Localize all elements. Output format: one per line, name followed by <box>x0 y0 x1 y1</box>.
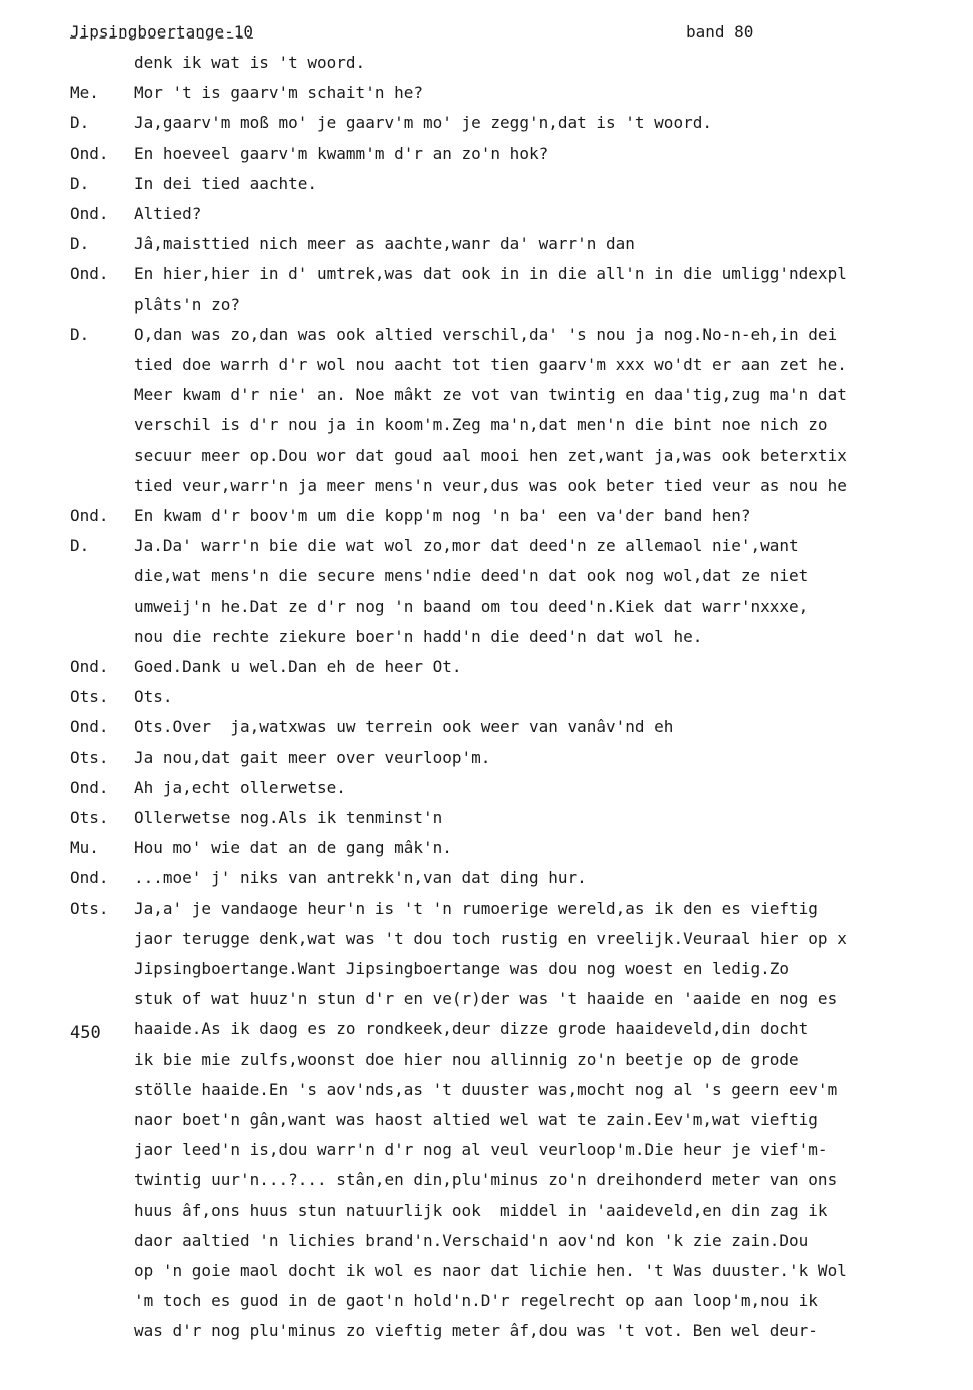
band-number: band 80 <box>686 22 754 41</box>
speaker-label: D. <box>70 324 90 344</box>
speaker-label: D. <box>70 173 90 193</box>
utterance-text: Ja,gaarv'm moß mo' je gaarv'm mo' je zegg'n,dat is 't woord. <box>134 113 712 133</box>
utterance-text: Ots.Over ja,watxwas uw terrein ook weer van vanâv'nd eh <box>134 717 674 737</box>
transcript-line <box>0 654 973 680</box>
utterance-text: daor aaltied 'n lichies brand'n.Verschaid'n aov'nd kon 'k zie zain.Dou <box>134 1230 809 1250</box>
transcript-line <box>0 1167 973 1193</box>
utterance-text: Ah ja,echt ollerwetse. <box>134 777 346 797</box>
transcript-line <box>0 1258 973 1284</box>
utterance-text: Ots. <box>134 687 173 707</box>
speaker-label: Ond. <box>70 264 109 284</box>
transcript-line <box>0 926 973 952</box>
utterance-text: stuk of wat huuz'n stun d'r en ve(r)der was 't haaide en 'aaide en nog es <box>134 989 838 1009</box>
transcript-line <box>0 896 973 922</box>
transcript-line <box>0 80 973 106</box>
utterance-text: ik bie mie zulfs,woonst doe hier nou allinnig zo'n beetje op de grode <box>134 1049 799 1069</box>
utterance-text: Ja.Da' warr'n bie die wat wol zo,mor dat deed'n ze allemaol nie',want <box>134 536 799 556</box>
transcript-line <box>0 1047 973 1073</box>
utterance-text: Ja,a' je vandaoge heur'n is 't 'n rumoerige wereld,as ik den es vieftig <box>134 898 818 918</box>
utterance-text: plâts'n zo? <box>134 294 240 314</box>
utterance-text: Ollerwetse nog.Als ik tenminst'n <box>134 808 443 827</box>
transcript-line <box>0 1198 973 1224</box>
transcript-line <box>0 1318 973 1344</box>
transcript-line <box>0 141 973 167</box>
transcript-line <box>0 382 973 408</box>
utterance-text: En hoeveel gaarv'm kwamm'm d'r an zo'n hok? <box>134 143 549 163</box>
speaker-label: Ots. <box>70 687 109 707</box>
transcript-line <box>0 563 973 589</box>
utterance-text: En kwam d'r boov'm um die kopp'm nog 'n ba' een va'der band hen? <box>134 506 751 525</box>
margin-line-number: 450 <box>70 1023 101 1043</box>
utterance-text: nou die rechte ziekure boer'n hadd'n die deed'n dat wol he. <box>134 626 703 646</box>
utterance-text: O,dan was zo,dan was ook altied verschil,da' 's nou ja nog.No-n-eh,in dei <box>134 324 838 344</box>
utterance-text: Altied? <box>134 204 202 223</box>
transcript-line <box>0 503 973 529</box>
utterance-text: stölle haaide.En 's aov'nds,as 't duuster was,mocht nog al 's geern eev'm <box>134 1079 838 1099</box>
utterance-text: Hou mo' wie dat an de gang mâk'n. <box>134 838 452 858</box>
utterance-text: secuur meer op.Dou wor dat goud aal mooi hen zet,want ja,was ook beterxtix <box>134 445 847 465</box>
transcript-line <box>0 1137 973 1163</box>
speaker-label: Ots. <box>70 808 109 827</box>
speaker-label: Ond. <box>70 506 109 525</box>
transcript-line <box>0 201 973 227</box>
utterance-text: Jâ,maisttied nich meer as aachte,wanr da' warr'n dan <box>134 234 635 254</box>
utterance-text: jaor terugge denk,wat was 't dou toch rustig en vreelijk.Veuraal hier op x <box>134 928 847 948</box>
transcript-line <box>0 533 973 559</box>
transcript-line <box>0 594 973 620</box>
transcript-line <box>0 1016 973 1042</box>
speaker-label: Ots. <box>70 747 109 767</box>
transcript-line <box>0 292 973 318</box>
speaker-label: Ond. <box>70 204 109 223</box>
transcript-line <box>0 352 973 378</box>
speaker-label: Ond. <box>70 143 109 163</box>
transcript-line <box>0 835 973 861</box>
utterance-text: twintig uur'n...?... stân,en din,plu'minus zo'n dreihonderd meter van ons <box>134 1170 838 1190</box>
speaker-label: Ots. <box>70 898 109 918</box>
utterance-text: Goed.Dank u wel.Dan eh de heer Ot. <box>134 657 462 676</box>
transcript-line <box>0 684 973 710</box>
utterance-text: naor boet'n gân,want was haost altied wel wat te zain.Eev'm,wat vieftig <box>134 1110 818 1129</box>
transcript-line <box>0 745 973 771</box>
utterance-text: denk ik wat is 't woord. <box>134 53 366 72</box>
speaker-label: Mu. <box>70 838 99 858</box>
document-title: Jipsingboertange-10 <box>70 22 254 41</box>
transcript-line <box>0 775 973 801</box>
speaker-label: Ond. <box>70 657 109 676</box>
transcript-line <box>0 986 973 1012</box>
transcript-line <box>0 1077 973 1103</box>
utterance-text: Jipsingboertange.Want Jipsingboertange was dou nog woest en ledig.Zo <box>134 959 790 978</box>
transcript-line <box>0 110 973 136</box>
transcript-line <box>0 805 973 831</box>
speaker-label: Ond. <box>70 777 109 797</box>
transcript-line <box>0 412 973 438</box>
utterance-text: verschil is d'r nou ja in koom'm.Zeg ma'n,dat men'n die bint noe nich zo <box>134 415 828 435</box>
utterance-text: tied veur,warr'n ja meer mens'n veur,dus was ook beter tied veur as nou he <box>134 475 847 495</box>
speaker-label: Me. <box>70 83 99 103</box>
transcript-line <box>0 865 973 891</box>
utterance-text: En hier,hier in d' umtrek,was dat ook in in die all'n in die umligg'ndexpl <box>134 264 847 284</box>
transcript-line <box>0 1107 973 1133</box>
transcript-line <box>0 231 973 257</box>
transcript-line <box>0 261 973 287</box>
transcript-line <box>0 714 973 740</box>
transcript-line <box>0 171 973 197</box>
utterance-text: 'm toch es guod in de gaot'n hold'n.D'r regelrecht op aan loop'm,nou ik <box>134 1291 818 1311</box>
speaker-label: D. <box>70 113 90 133</box>
transcript-line <box>0 473 973 499</box>
speaker-label: D. <box>70 536 90 556</box>
speaker-label: D. <box>70 234 90 254</box>
transcript-line <box>0 1288 973 1314</box>
utterance-text: Meer kwam d'r nie' an. Noe mâkt ze vot van twintig en daa'tig,zug ma'n dat <box>134 385 847 405</box>
transcript-line <box>0 624 973 650</box>
utterance-text: Mor 't is gaarv'm schait'n he? <box>134 83 423 103</box>
utterance-text: Ja nou,dat gait meer over veurloop'm. <box>134 747 491 767</box>
utterance-text: In dei tied aachte. <box>134 173 318 193</box>
transcript-line <box>0 322 973 348</box>
utterance-text: die,wat mens'n die secure mens'ndie deed'n dat ook nog wol,dat ze niet <box>134 566 809 586</box>
utterance-text: ...moe' j' niks van antrekk'n,van dat ding hur. <box>134 868 587 888</box>
utterance-text: haaide.As ik daog es zo rondkeek,deur dizze grode haaideveld,din docht <box>134 1019 809 1039</box>
utterance-text: umweij'n he.Dat ze d'r nog 'n baand om tou deed'n.Kiek dat warr'nxxxe, <box>134 596 809 616</box>
utterance-text: op 'n goie maol docht ik wol es naor dat lichie hen. 't Was duuster.'k Wol <box>134 1261 847 1280</box>
utterance-text: huus âf,ons huus stun natuurlijk ook middel in 'aaideveld,en din zag ik <box>134 1200 828 1220</box>
transcript-line <box>0 956 973 982</box>
speaker-label: Ond. <box>70 717 109 737</box>
utterance-text: was d'r nog plu'minus zo vieftig meter âf,dou was 't vot. Ben wel deur- <box>134 1321 818 1341</box>
transcript-line <box>0 50 973 76</box>
transcript-line <box>0 1228 973 1254</box>
utterance-text: tied doe warrh d'r wol nou aacht tot tien gaarv'm xxx wo'dt er aan zet he. <box>134 355 847 374</box>
speaker-label: Ond. <box>70 868 109 888</box>
transcript-line <box>0 443 973 469</box>
utterance-text: jaor leed'n is,dou warr'n d'r nog al veul veurloop'm.Die heur je vief'm- <box>134 1140 828 1160</box>
